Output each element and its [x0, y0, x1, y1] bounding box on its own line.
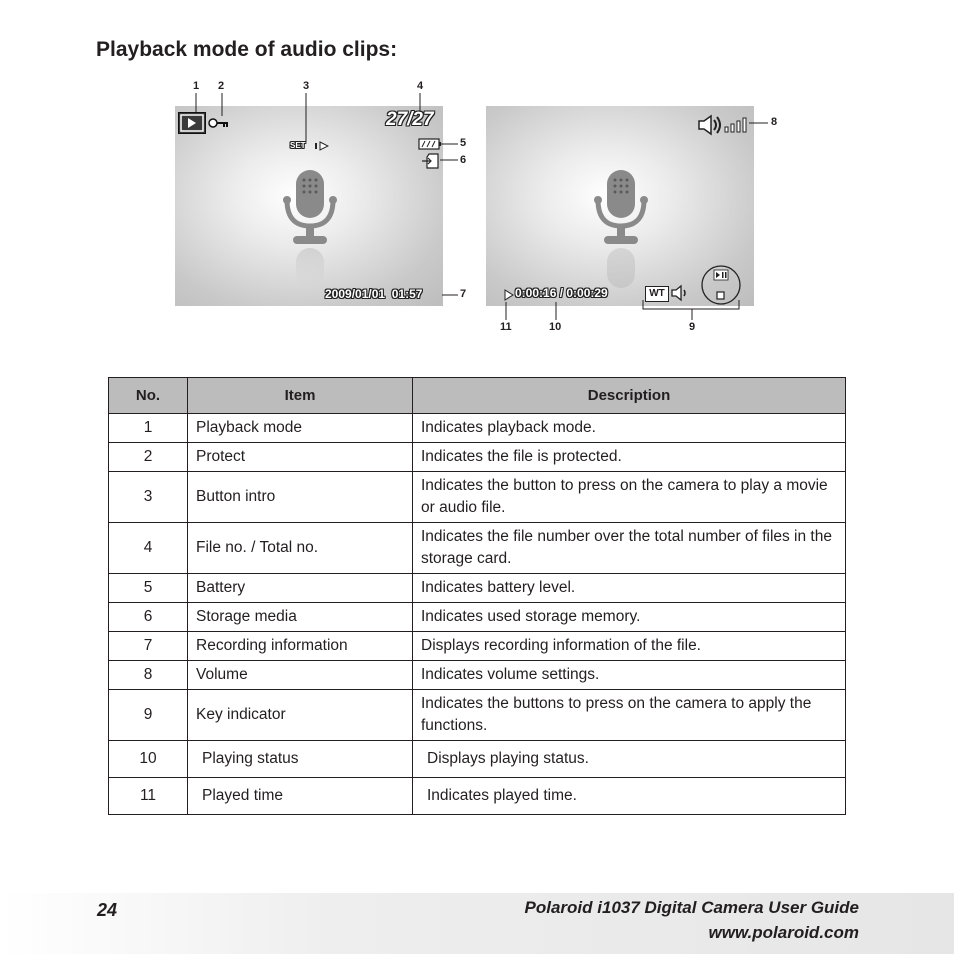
row-no: 5 [109, 574, 188, 603]
row-no: 7 [109, 632, 188, 661]
row-item: Recording information [188, 632, 413, 661]
row-no: 2 [109, 443, 188, 472]
row-no: 11 [109, 778, 188, 815]
table-header-row [109, 378, 846, 414]
row-item: Key indicator [188, 690, 413, 741]
row-no: 4 [109, 523, 188, 574]
row-description: Indicates volume settings. [413, 661, 846, 690]
table-row [109, 603, 846, 632]
table-row [109, 778, 846, 815]
row-item: Protect [188, 443, 413, 472]
table-row [109, 741, 846, 778]
button-intro-label: SET [290, 141, 306, 150]
callout-11: 11 [500, 321, 512, 333]
column-header-description: Description [413, 378, 846, 414]
indicator-table [108, 377, 846, 815]
row-item: Button intro [188, 472, 413, 523]
row-item: File no. / Total no. [188, 523, 413, 574]
row-description: Indicates the file number over the total number of files in the storage card. [413, 523, 846, 574]
table-row [109, 574, 846, 603]
column-header-item: Item [188, 378, 413, 414]
row-no: 9 [109, 690, 188, 741]
row-description: Indicates battery level. [413, 574, 846, 603]
page-title: Playback mode of audio clips: [96, 38, 398, 61]
callout-2: 2 [218, 80, 225, 92]
row-no: 3 [109, 472, 188, 523]
played-time: 0:00:16 / 0:00:29 [515, 286, 608, 300]
row-item: Playback mode [188, 414, 413, 443]
callout-5: 5 [460, 137, 467, 149]
guide-title: Polaroid i1037 Digital Camera User Guide [524, 898, 859, 917]
callout-9: 9 [689, 321, 696, 333]
file-counter: 27/27 [386, 109, 434, 130]
website-url: www.polaroid.com [708, 923, 859, 942]
zoom-key-label: WT [645, 286, 669, 302]
row-description: Indicates the buttons to press on the camera to apply the functions. [413, 690, 846, 741]
row-no: 1 [109, 414, 188, 443]
table-row [109, 690, 846, 741]
row-description: Displays playing status. [413, 741, 846, 778]
page-footer [0, 893, 954, 954]
page-number: 24 [97, 900, 118, 920]
row-no: 10 [109, 741, 188, 778]
callout-6: 6 [460, 154, 467, 166]
callout-8: 8 [771, 116, 778, 128]
table-row [109, 632, 846, 661]
row-item: Battery [188, 574, 413, 603]
table-row [109, 414, 846, 443]
callout-4: 4 [417, 80, 424, 92]
recording-timestamp: 2009/01/01 01:57 [325, 287, 423, 301]
table-row [109, 472, 846, 523]
row-description: Indicates used storage memory. [413, 603, 846, 632]
table-row [109, 523, 846, 574]
row-item: Playing status [188, 741, 413, 778]
table-row [109, 443, 846, 472]
callout-10: 10 [549, 321, 562, 333]
row-description: Indicates played time. [413, 778, 846, 815]
callout-7: 7 [460, 288, 467, 300]
row-description: Indicates playback mode. [413, 414, 846, 443]
row-no: 6 [109, 603, 188, 632]
row-description: Indicates the button to press on the camera to play a movie or audio file. [413, 472, 846, 523]
table-row [109, 661, 846, 690]
callout-1: 1 [193, 80, 200, 92]
row-no: 8 [109, 661, 188, 690]
column-header-no: No. [109, 378, 188, 414]
callout-3: 3 [303, 80, 310, 92]
row-description: Indicates the file is protected. [413, 443, 846, 472]
row-item: Storage media [188, 603, 413, 632]
callout-leader-lines [0, 0, 954, 360]
row-description: Displays recording information of the file. [413, 632, 846, 661]
row-item: Volume [188, 661, 413, 690]
row-item: Played time [188, 778, 413, 815]
